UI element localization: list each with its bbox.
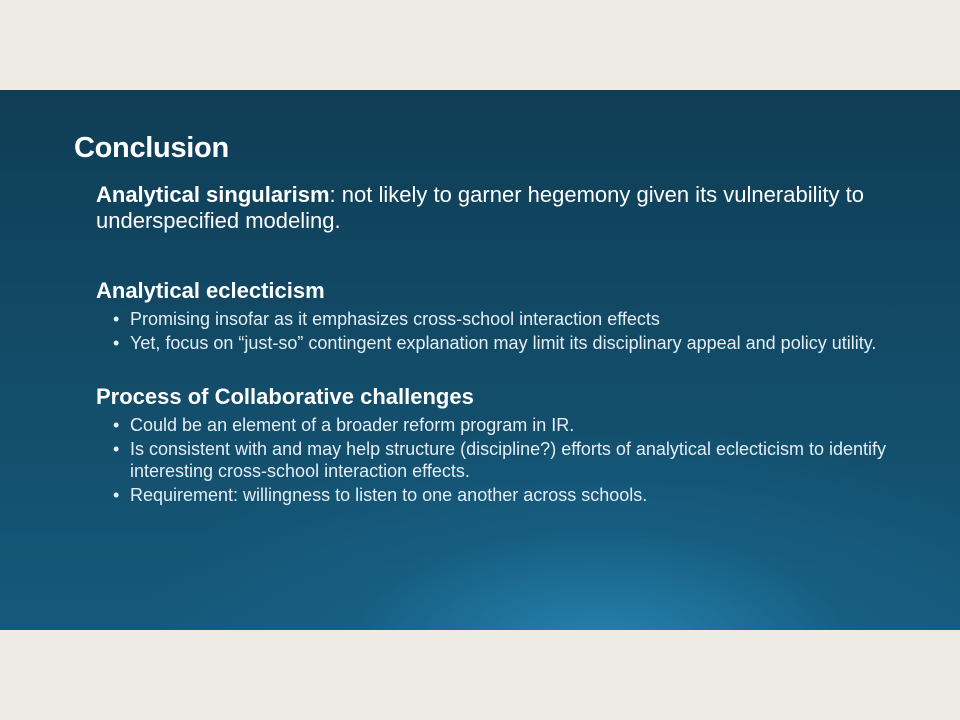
section-heading-bold: Process of Collaborative challenges bbox=[96, 384, 474, 409]
section-heading-rest: : not likely to garner hegemony given its vulnerability to underspecified modeling. bbox=[96, 182, 864, 233]
section-analytical-singularism bbox=[96, 182, 886, 234]
bullet-text: Could be an element of a broader reform program in IR. bbox=[130, 415, 575, 435]
bullet-text: Promising insofar as it emphasizes cross-school interaction effects bbox=[130, 309, 660, 329]
slide-title: Conclusion bbox=[74, 132, 229, 164]
section-heading-bold: Analytical eclecticism bbox=[96, 278, 325, 303]
section-heading bbox=[96, 384, 886, 410]
bullet-text: Is consistent with and may help structure (discipline?) efforts of analytical eclecticism to identify interesting cross-school interaction effects. bbox=[130, 439, 886, 481]
bullet-item bbox=[113, 414, 886, 436]
section-collaborative-challenges bbox=[96, 384, 886, 506]
bullet-list bbox=[96, 308, 886, 354]
bullet-icon: • bbox=[113, 415, 120, 435]
bullet-list bbox=[96, 414, 886, 506]
bullet-icon: • bbox=[113, 309, 120, 329]
section-heading bbox=[96, 182, 886, 234]
section-heading bbox=[96, 278, 886, 304]
bullet-text: Yet, focus on “just-so” contingent explanation may limit its disciplinary appeal and policy utility. bbox=[130, 333, 877, 353]
bullet-item bbox=[113, 332, 886, 354]
bullet-item bbox=[113, 438, 886, 482]
bullet-icon: • bbox=[113, 333, 120, 353]
slide-content bbox=[96, 182, 886, 508]
bullet-item bbox=[113, 484, 886, 506]
bullet-text: Requirement: willingness to listen to one another across schools. bbox=[130, 485, 648, 505]
section-analytical-eclecticism bbox=[96, 278, 886, 354]
section-heading-bold: Analytical singularism bbox=[96, 182, 330, 207]
bullet-icon: • bbox=[113, 439, 120, 459]
bullet-item bbox=[113, 308, 886, 330]
bullet-icon: • bbox=[113, 485, 120, 505]
slide bbox=[0, 90, 960, 630]
